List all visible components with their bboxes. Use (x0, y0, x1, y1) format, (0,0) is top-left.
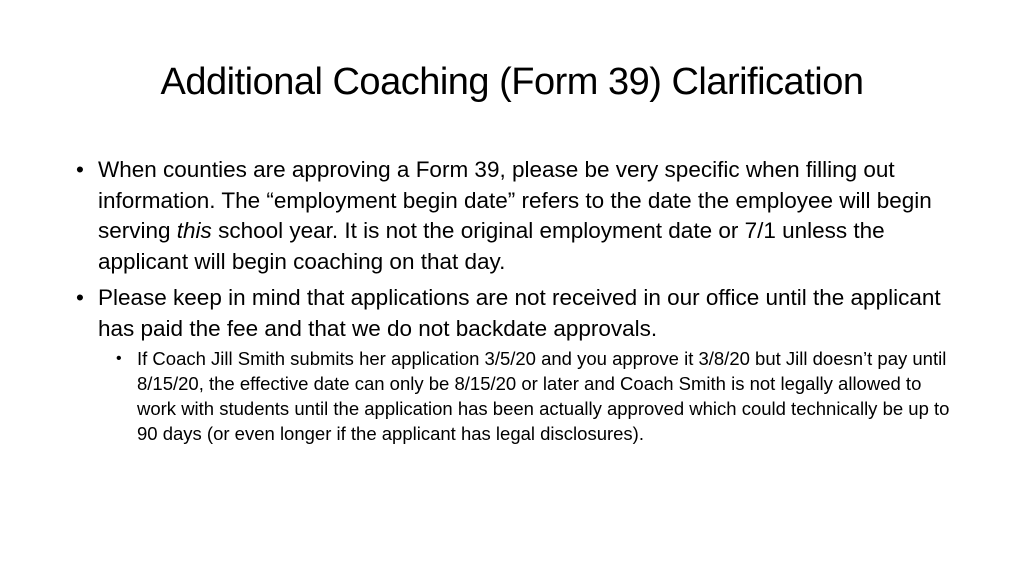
sub-bullet-list (98, 346, 956, 446)
slide-title: Additional Coaching (Form 39) Clarification (160, 61, 864, 103)
bullet-text: Please keep in mind that applications are not received in our office until the applicant has paid the fee and that we do not backdate approvals. (98, 285, 941, 341)
bullet-item-employment-date (76, 155, 956, 277)
sub-bullet-text: If Coach Jill Smith submits her application 3/5/20 and you approve it 3/8/20 but Jill doesn’t pay until 8/15/20, the effective date can only be 8/15/20 or later and Coach Smith is not legally allowed to work with students until the application has been actually approved which could technically be up to 90 days (or even longer if the applicant has legal disclosures). (137, 348, 950, 444)
bullet-list (76, 155, 956, 452)
bullet-text-part: school year. It is not the original employment date or 7/1 unless the applicant will begin coaching on that day. (98, 218, 885, 274)
sub-bullet-item-example (116, 346, 956, 446)
bullet-text-italic: this (176, 218, 212, 243)
bullet-icon: • (76, 285, 84, 310)
bullet-icon: • (76, 157, 84, 182)
bullet-text-part: When counties are approving a Form 39, please be very specific when filling out information. The “employment begin date” refers to the date the employee will begin serving (98, 157, 932, 243)
bullet-item-fee-payment (76, 283, 956, 446)
sub-bullet-icon: • (116, 350, 122, 367)
